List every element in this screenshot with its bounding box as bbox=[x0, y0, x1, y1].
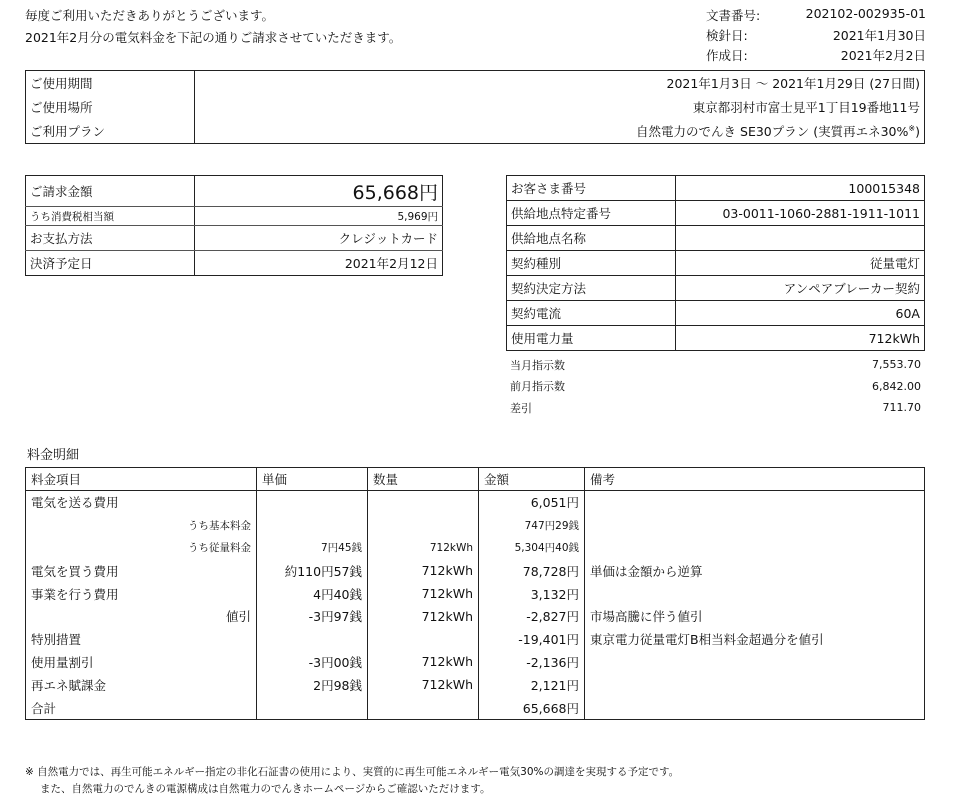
usage-place-label: ご使用場所 bbox=[26, 95, 195, 119]
table-row bbox=[26, 514, 925, 537]
fee-item: 合計 bbox=[26, 696, 257, 719]
document-number-label: 文書番号: bbox=[706, 8, 761, 23]
contract-type-value: 従量電灯 bbox=[676, 251, 925, 276]
fee-item: 電気を送る費用 bbox=[26, 491, 257, 514]
meter-readings bbox=[506, 354, 925, 419]
fee-item: うち従量料金 bbox=[26, 537, 257, 560]
contract-current-value: 60A bbox=[676, 301, 925, 326]
table-row bbox=[26, 559, 925, 582]
current-reading-value: 7,553.70 bbox=[872, 358, 921, 372]
fee-quantity: 712kWh bbox=[368, 651, 479, 674]
fee-amount: 6,051円 bbox=[479, 491, 585, 514]
fee-amount: 3,132円 bbox=[479, 582, 585, 605]
contract-method-value: アンペアブレーカー契約 bbox=[676, 276, 925, 301]
table-row-total bbox=[26, 696, 925, 719]
billing-table bbox=[25, 175, 443, 276]
previous-reading-value: 6,842.00 bbox=[872, 379, 921, 393]
document-number bbox=[706, 6, 926, 24]
supply-point-name-label: 供給地点名称 bbox=[507, 226, 676, 251]
fee-quantity bbox=[368, 696, 479, 719]
fee-quantity bbox=[368, 491, 479, 514]
plan-close-paren: ) bbox=[915, 124, 920, 139]
fee-quantity: 712kWh bbox=[368, 582, 479, 605]
fee-remarks: 単価は金額から逆算 bbox=[585, 559, 925, 582]
fee-amount: 5,304円40銭 bbox=[479, 537, 585, 560]
customer-number-value: 100015348 bbox=[676, 176, 925, 201]
header-remarks: 備考 bbox=[585, 468, 925, 491]
fee-amount: -19,401円 bbox=[479, 628, 585, 651]
table-row bbox=[26, 582, 925, 605]
table-row bbox=[26, 537, 925, 560]
meter-reading-date-value: 2021年1月30日 bbox=[832, 28, 926, 43]
fee-item: うち基本料金 bbox=[26, 514, 257, 537]
payment-method-value: クレジットカード bbox=[195, 226, 443, 251]
table-row bbox=[26, 628, 925, 651]
meter-reading-date-label: 検針日: bbox=[706, 28, 748, 43]
fee-unit-price bbox=[257, 491, 368, 514]
current-reading-label: 当月指示数 bbox=[510, 358, 565, 372]
contract-type-label: 契約種別 bbox=[507, 251, 676, 276]
fee-unit-price: 2円98銭 bbox=[257, 673, 368, 696]
table-row bbox=[26, 605, 925, 628]
plan-footnote-mark: ※ bbox=[908, 123, 916, 133]
table-row bbox=[26, 673, 925, 696]
supply-point-id-value: 03-0011-1060-2881-1911-1011 bbox=[676, 201, 925, 226]
fee-item: 値引 bbox=[26, 605, 257, 628]
supply-point-name-value bbox=[676, 226, 925, 251]
usage-period-label: ご使用期間 bbox=[26, 71, 195, 96]
greeting-line-1: 毎度ご利用いただきありがとうございます。 bbox=[25, 8, 275, 23]
fee-amount: 747円29銭 bbox=[479, 514, 585, 537]
fee-quantity: 712kWh bbox=[368, 673, 479, 696]
fee-unit-price: 4円40銭 bbox=[257, 582, 368, 605]
customer-number-label: お客さま番号 bbox=[507, 176, 676, 201]
fee-amount: 78,728円 bbox=[479, 559, 585, 582]
fee-item: 事業を行う費用 bbox=[26, 582, 257, 605]
fee-unit-price bbox=[257, 514, 368, 537]
fee-details-title: 料金明細 bbox=[27, 448, 80, 463]
reading-difference-label: 差引 bbox=[510, 401, 532, 415]
supply-point-id-label: 供給地点特定番号 bbox=[507, 201, 676, 226]
fee-unit-price bbox=[257, 628, 368, 651]
footnote-line-1: ※ 自然電力では、再生可能エネルギー指定の非化石証書の使用により、実質的に再生可能エネルギー電気30%の調達を実現する予定です。 bbox=[25, 766, 680, 778]
fee-remarks: 東京電力従量電灯B相当料金超過分を値引 bbox=[585, 628, 925, 651]
fee-item: 再エネ賦課金 bbox=[26, 673, 257, 696]
fee-quantity: 712kWh bbox=[368, 537, 479, 560]
fee-quantity: 712kWh bbox=[368, 559, 479, 582]
fee-amount: 65,668円 bbox=[479, 696, 585, 719]
tax-label: うち消費税相当額 bbox=[26, 207, 195, 226]
fee-quantity: 712kWh bbox=[368, 605, 479, 628]
fee-item: 使用量割引 bbox=[26, 651, 257, 674]
fee-remarks bbox=[585, 582, 925, 605]
fee-quantity bbox=[368, 514, 479, 537]
usage-period-value: 2021年1月3日 ～ 2021年1月29日 (27日間) bbox=[666, 76, 920, 91]
billing-amount-value: 65,668円 bbox=[195, 176, 443, 207]
fee-item: 電気を買う費用 bbox=[26, 559, 257, 582]
contract-method-label: 契約決定方法 bbox=[507, 276, 676, 301]
footnote-line-2: また、自然電力のでんきの電源構成は自然電力のでんきホームページからご確認いただけます。 bbox=[40, 783, 491, 795]
fee-unit-price bbox=[257, 696, 368, 719]
fee-amount: -2,827円 bbox=[479, 605, 585, 628]
fee-remarks bbox=[585, 651, 925, 674]
plan-name: 自然電力のでんき SE30プラン (実質再エネ30% bbox=[636, 124, 909, 139]
power-usage-value: 712kWh bbox=[868, 330, 920, 346]
fee-remarks bbox=[585, 696, 925, 719]
reading-difference-value: 711.70 bbox=[882, 401, 921, 415]
fee-remarks: 市場高騰に伴う値引 bbox=[585, 605, 925, 628]
fee-remarks bbox=[585, 514, 925, 537]
fee-unit-price: -3円97銭 bbox=[257, 605, 368, 628]
table-row bbox=[26, 651, 925, 674]
greeting-line-2: 2021年2月分の電気料金を下記の通りご請求させていただきます。 bbox=[25, 30, 402, 45]
previous-reading-label: 前月指示数 bbox=[510, 380, 565, 394]
billing-amount-label: ご請求金額 bbox=[26, 176, 195, 207]
fee-quantity bbox=[368, 628, 479, 651]
fee-details-table bbox=[25, 467, 925, 720]
fee-amount: 2,121円 bbox=[479, 673, 585, 696]
header-amount: 金額 bbox=[479, 468, 585, 491]
fee-unit-price: 約110円57銭 bbox=[257, 559, 368, 582]
plan-label: ご利用プラン bbox=[26, 119, 195, 144]
header-item: 料金項目 bbox=[26, 468, 257, 491]
payment-method-label: お支払方法 bbox=[26, 226, 195, 251]
payment-date-value: 2021年2月12日 bbox=[344, 256, 438, 271]
fee-remarks bbox=[585, 673, 925, 696]
created-date-value: 2021年2月2日 bbox=[840, 48, 926, 63]
meter-reading-date bbox=[706, 26, 926, 44]
fee-unit-price: -3円00銭 bbox=[257, 651, 368, 674]
tax-value: 5,969円 bbox=[195, 207, 443, 226]
usage-info-table bbox=[25, 70, 925, 144]
fee-remarks bbox=[585, 491, 925, 514]
plan-value bbox=[195, 119, 925, 144]
document-number-value: 202102-002935-01 bbox=[805, 6, 926, 21]
fee-amount: -2,136円 bbox=[479, 651, 585, 674]
table-row bbox=[26, 491, 925, 514]
header-quantity: 数量 bbox=[368, 468, 479, 491]
payment-date-label: 決済予定日 bbox=[26, 251, 195, 276]
fee-item: 特別措置 bbox=[26, 628, 257, 651]
header-unit-price: 単価 bbox=[257, 468, 368, 491]
fee-unit-price: 7円45銭 bbox=[257, 537, 368, 560]
customer-info-table bbox=[506, 175, 925, 351]
usage-place-value: 東京都羽村市富士見平1丁目19番地11号 bbox=[692, 100, 920, 115]
fee-remarks bbox=[585, 537, 925, 560]
contract-current-label: 契約電流 bbox=[507, 301, 676, 326]
power-usage-label: 使用電力量 bbox=[507, 326, 676, 351]
created-date-label: 作成日: bbox=[706, 48, 748, 63]
created-date bbox=[706, 46, 926, 64]
